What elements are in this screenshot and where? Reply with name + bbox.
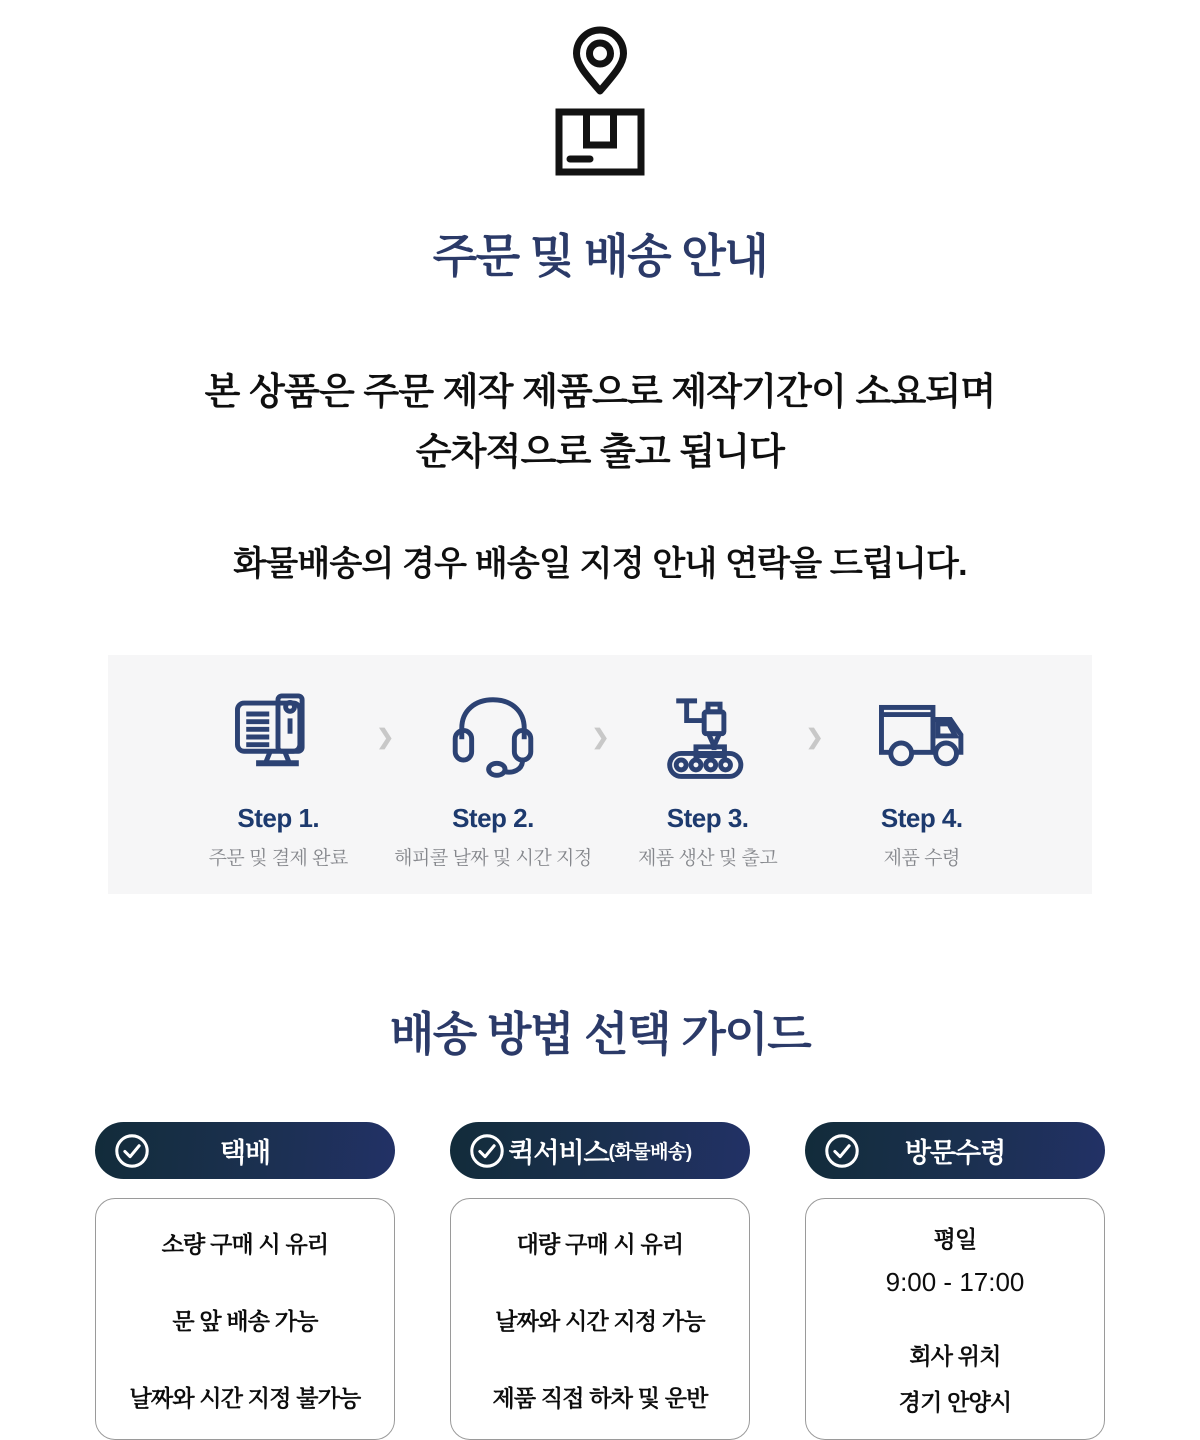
pickup-hours-group (886, 1221, 1025, 1298)
order-steps-band (108, 655, 1092, 894)
chevron-right-icon: ❯ (376, 725, 395, 749)
card-quick-service-header (450, 1122, 750, 1179)
pickup-location-label: 회사 위치 (909, 1343, 1001, 1369)
delivery-truck-icon (876, 689, 968, 785)
page-title: 주문 및 배송 안내 (432, 230, 768, 282)
card-quick-service-body (450, 1198, 750, 1440)
delivery-method-cards (95, 1122, 1105, 1440)
card-quick-service-suffix: (화물배송) (608, 1142, 692, 1163)
card-quick-service-label: 퀵서비스 (508, 1138, 609, 1168)
package-location-pin-icon (540, 22, 660, 190)
check-circle-icon (823, 1132, 861, 1170)
card-quick-service-line: 제품 직접 하차 및 운반 (492, 1384, 708, 1411)
card-pickup-label: 방문수령 (904, 1138, 1006, 1168)
happycall-headset-icon (447, 689, 539, 785)
step-3 (609, 689, 806, 870)
card-pickup-body (805, 1198, 1105, 1440)
pickup-hours: 9:00 - 17:00 (885, 1267, 1025, 1297)
step-1-label: Step 1. (237, 802, 320, 833)
card-pickup-header (805, 1122, 1105, 1179)
card-quick-service (450, 1122, 750, 1440)
card-pickup (805, 1122, 1105, 1440)
card-parcel-line: 소량 구매 시 유리 (161, 1230, 329, 1257)
chevron-right-icon: ❯ (591, 725, 610, 749)
intro-line-1: 본 상품은 주문 제작 제품으로 제작기간이 소요되며 (204, 371, 996, 412)
check-circle-icon (113, 1132, 151, 1170)
intro-paragraph (205, 362, 996, 482)
step-4 (823, 689, 1020, 870)
card-quick-service-line: 날짜와 시간 지정 가능 (495, 1307, 705, 1334)
intro-line-2: 순차적으로 출고 됩니다 (415, 430, 785, 472)
step-3-desc: 제품 생산 및 출고 (637, 847, 778, 869)
card-parcel-line: 날짜와 시간 지정 불가능 (129, 1384, 361, 1411)
order-payment-monitor-icon (232, 689, 324, 785)
step-1-desc: 주문 및 결제 완료 (208, 847, 348, 869)
card-parcel-label: 택배 (219, 1138, 271, 1168)
step-4-desc: 제품 수령 (883, 847, 960, 869)
pickup-location-group (899, 1338, 1012, 1417)
delivery-guide-title: 배송 방법 선택 가이드 (389, 1008, 811, 1060)
card-parcel-line: 문 앞 배송 가능 (172, 1307, 318, 1334)
chevron-right-icon: ❯ (805, 725, 824, 749)
freight-notice-text: 화물배송의 경우 배송일 지정 안내 연락을 드립니다. (233, 544, 967, 583)
pickup-location-city: 경기 안양시 (898, 1389, 1012, 1415)
check-circle-icon (468, 1132, 506, 1170)
card-parcel-body (95, 1198, 395, 1440)
step-2-label: Step 2. (452, 802, 534, 833)
card-quick-service-line: 대량 구매 시 유리 (516, 1230, 684, 1257)
step-4-label: Step 4. (880, 802, 963, 833)
step-2 (394, 689, 592, 870)
card-parcel (95, 1122, 395, 1440)
card-parcel-header (95, 1122, 395, 1179)
step-3-label: Step 3. (666, 802, 749, 833)
step-2-desc: 해피콜 날짜 및 시간 지정 (394, 847, 592, 869)
production-machine-icon (662, 689, 754, 785)
pickup-weekday-label: 평일 (933, 1226, 977, 1252)
step-1 (180, 689, 377, 870)
